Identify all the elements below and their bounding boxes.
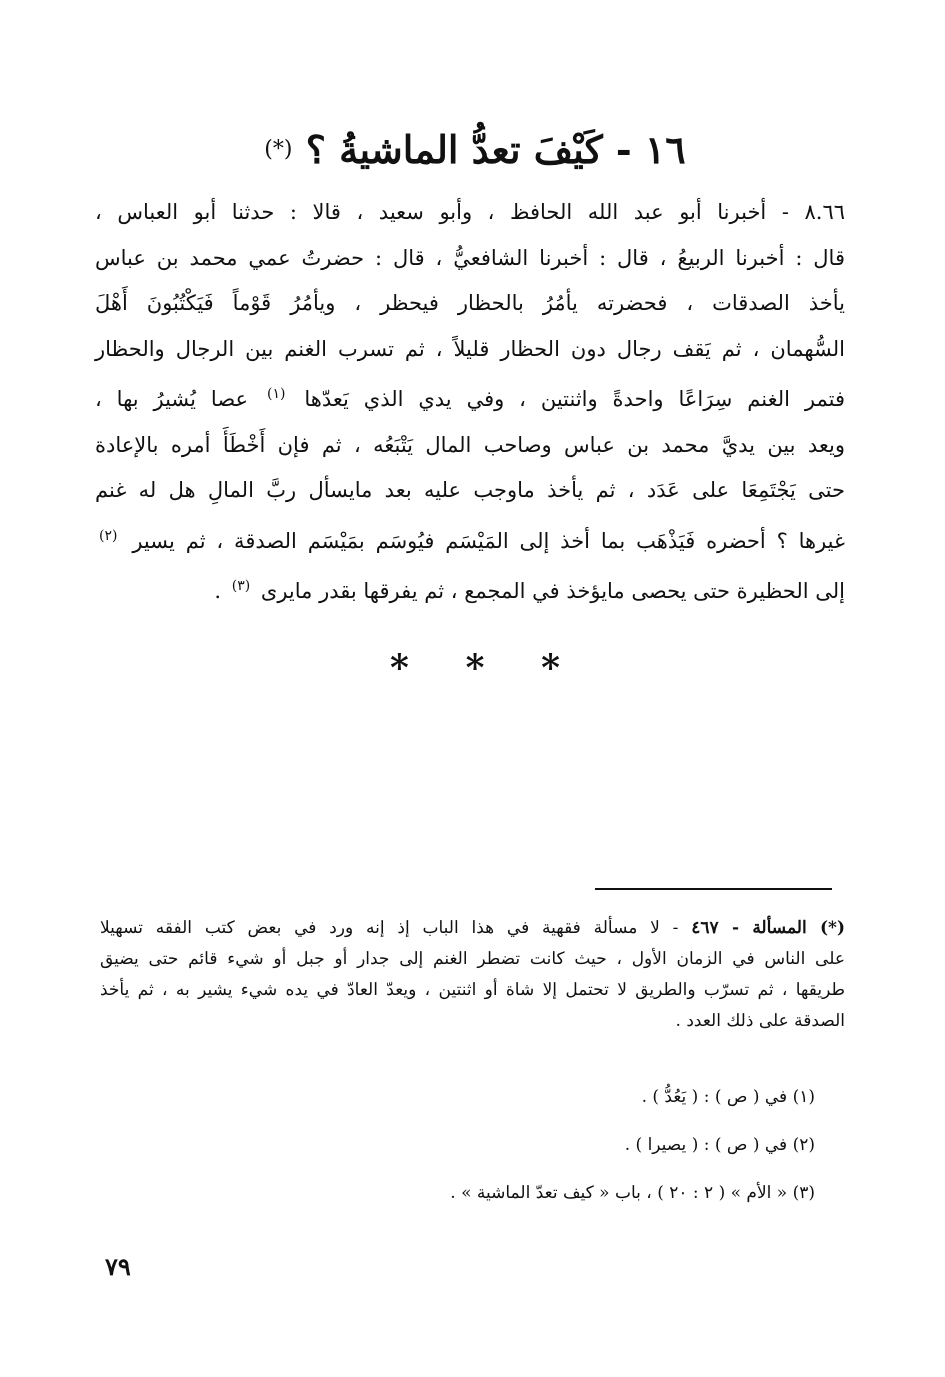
body-line-3: يأخذ الصدقات ، فحضرته يأمُرُ بالحظار فيحظر ، ويأمُرُ قَوْماً فَيَكْتُبُونَ أَهْلَ xyxy=(95,291,845,315)
body-line-2: قال : أخبرنا الربيعُ ، قال : أخبرنا الشافعيُّ ، قال : حضرتُ عمي محمد بن عباس xyxy=(95,245,845,270)
section-separator xyxy=(340,648,610,688)
footnote-3: (٣) « الأم » ( ٢ : ٢٠ ) ، باب « كيف تعدّ الماشية » . xyxy=(450,1183,815,1203)
footnote-2: (٢) في ( ص ) : ( يصيرا ) . xyxy=(624,1135,815,1155)
separator-asterisk: * xyxy=(465,647,485,689)
body-line-8-text: غيرها ؟ أحضره فَيَذْهَب بما أخذ إلى المَيْسَم فيُوسَم بمَيْسَم الصدقة ، ثم يسير xyxy=(132,528,845,553)
footnote-line-1 xyxy=(100,913,845,944)
footnote-line-1-text: - لا مسألة فقهية في هذا الباب إذ إنه ورد في بعض كتب الفقه تسهيلا xyxy=(100,918,679,938)
footnote-1: (١) في ( ص ) : ( يَعُدُّ ) . xyxy=(641,1087,815,1107)
body-line-5-start: فتمر الغنم سِرَاعًا واحدةً واثنتين ، وفي يدي الذي يَعدّها xyxy=(304,387,845,411)
footnote-ref-2: (٢) xyxy=(99,527,118,544)
body-line-6: ويعد بين يديَّ محمد بن عباس وصاحب المال يَتْبَعُه ، ثم فإن أَخْطَأَ أمره بالإعادة xyxy=(95,432,845,457)
separator-asterisk: * xyxy=(390,647,409,689)
separator-asterisk: * xyxy=(541,647,560,689)
body-line-8 xyxy=(95,514,845,565)
body-line-9 xyxy=(95,564,845,615)
footnote-line-3: طريقها ، ثم تسرّب والطريق لا تحتمل إلا شاة أو اثنتين ، ويعدّ العادّ في يده شيء يشير به ، ثم يأخذ xyxy=(100,980,845,1000)
body-line-5-end: عصا يُشيرُ بها ، xyxy=(95,387,249,411)
footnote-line-4: الصدقة على ذلك العدد . xyxy=(675,1011,845,1031)
hadith-paragraph xyxy=(95,190,845,615)
footnote-ref-1: (١) xyxy=(266,386,286,402)
footnote-label: (*) المسألة - ٤٦٧ xyxy=(691,918,845,938)
body-line-5 xyxy=(95,372,845,423)
body-line-9-text: إلى الحظيرة حتى يحصى مايؤخذ في المجمع ، ثم يفرقها بقدر مايرى xyxy=(260,579,845,603)
footnote-ref-3: (٣) xyxy=(231,578,251,594)
editor-footnote xyxy=(100,913,845,1037)
footnote-divider xyxy=(595,888,832,890)
body-line-1: ٨.٦٦ - أخبرنا أبو عبد الله الحافظ ، وأبو سعيد ، قالا : حدثنا أبو العباس ، xyxy=(95,200,845,224)
page-number: ٧٩ xyxy=(105,1252,131,1281)
title-footnote-marker: (*) xyxy=(264,137,293,162)
footnote-line-2: على الناس في الزمان الأول ، حيث كانت تضطر الغنم إلى جدار أو جبل أو شيء قائم حتى يضيق xyxy=(100,949,845,969)
body-line-4: السُّهمان ، ثم يَقف رجال دون الحظار قليلاً ، ثم تسرب الغنم بين الرجال والحظار xyxy=(95,336,845,361)
body-line-9-end: . xyxy=(214,579,222,603)
chapter-title-text: ١٦ - كَيْفَ تعدُّ الماشيةُ ؟ xyxy=(305,127,686,172)
body-line-7: حتى يَجْتَمِعَا على عَدَد ، ثم يأخذ ماوجب عليه بعد مايسأل ربَّ المالِ هل له غنم xyxy=(95,478,845,502)
chapter-title xyxy=(240,118,710,182)
